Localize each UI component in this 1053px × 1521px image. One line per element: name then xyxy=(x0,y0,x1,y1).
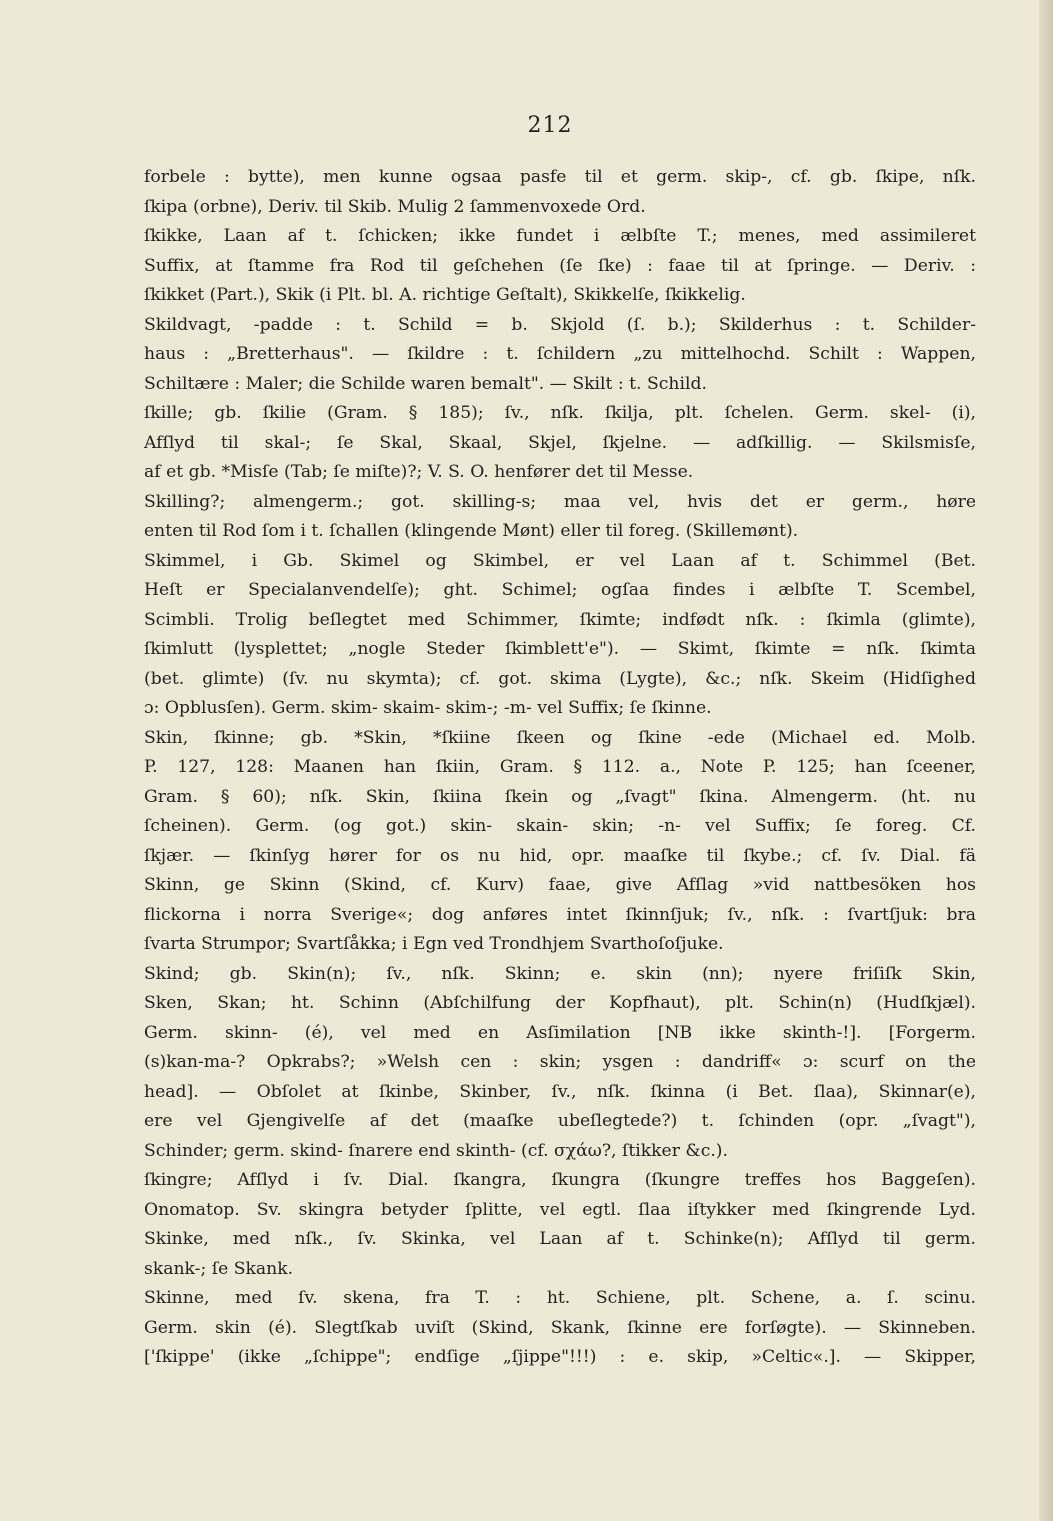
text-line: Skimmel, i Gb. Skimel og Skimbel, er vel Laan af t. Schimmel (Bet. xyxy=(144,550,976,571)
text-line: enten til Rod ſom i t. ſchallen (klingende Mønt) eller til foreg. (Skillemønt). xyxy=(144,521,799,541)
text-line: Skinke, med nſk., ſv. Skinka, vel Laan af t. Schinke(n); Afſlyd til germ. xyxy=(144,1229,976,1249)
text-line: Afſlyd til skal-; ſe Skal, Skaal, Skjel, ſkjelne. — adſkillig. — Skilsmisſe, xyxy=(144,432,976,453)
text-line: Heſt er Specialanvendelſe); ght. Schimel; ogſaa findes i ælbſte T. Scembel, xyxy=(144,580,976,600)
text-line: ſvarta Strumpor; Svartſåkka; i Egn ved Trondhjem Svarthoſoſjuke. xyxy=(144,934,724,954)
entry-text-block xyxy=(144,163,976,1373)
text-line: Scimbli. Trolig beſlegtet med Schimmer, ſkimte; indfødt nſk. : ſkimla (glimte), xyxy=(144,609,976,630)
text-line: (bet. glimte) (ſv. nu skymta); cf. got. skima (Lygte), &c.; nſk. Skeim (Hidſighed xyxy=(144,668,976,689)
text-line: Gram. § 60); nſk. Skin, ſkiina ſkein og „ſvagt" ſkina. Almengerm. (ht. nu xyxy=(144,786,976,807)
text-line: Germ. skinn- (é), vel med en Asſimilation [NB ikke skinth-!]. [Forgerm. xyxy=(144,1022,976,1043)
text-line: Skildvagt, -padde : t. Schild = b. Skjold (ſ. b.); Skilderhus : t. Schilder- xyxy=(144,314,976,335)
text-line: af et gb. *Misſe (Tab; ſe miſte)?; V. S. O. henfører det til Messe. xyxy=(144,462,694,482)
page-number: 212 xyxy=(527,113,573,138)
text-line: P. 127, 128: Maanen han ſkiin, Gram. § 112. a., Note P. 125; han ſceener, xyxy=(144,757,976,777)
text-line: ſkikke, Laan af t. ſchicken; ikke fundet i ælbſte T.; menes, med assimileret xyxy=(144,226,976,246)
text-line: ſcheinen). Germ. (og got.) skin- skain- skin; -n- vel Suffix; ſe foreg. Cf. xyxy=(144,816,976,836)
page-edge-shadow xyxy=(1039,0,1053,1521)
text-line: ['ſkippe' (ikke „ſchippe"; endſige „ſjippe"!!!) : e. skip, »Celtic«.]. — Skipper, xyxy=(144,1347,976,1367)
text-line: ſkille; gb. ſkilie (Gram. § 185); ſv., nſk. ſkilja, plt. ſchelen. Germ. skel- (i), xyxy=(144,403,976,423)
text-line: ſkingre; Afſlyd i ſv. Dial. ſkangra, ſkungra (ſkungre treffes hos Baggeſen). xyxy=(144,1170,976,1190)
text-line: Schiltære : Maler; die Schilde waren bemalt". — Skilt : t. Schild. xyxy=(144,373,707,394)
text-line: haus : „Bretterhaus". — ſkildre : t. ſchildern „zu mittelhochd. Schilt : Wappen, xyxy=(144,344,976,364)
text-line: head]. — Obſolet at ſkinbe, Skinber, ſv., nſk. ſkinna (i Bet. ſlaa), Skinnar(e), xyxy=(144,1081,976,1102)
text-line: Schinder; germ. skind- ſnarere end skinth- (cf. σχάω?, ſtikker &c.). xyxy=(144,1140,728,1161)
text-line: ſkjær. — ſkinſyg hører for os nu hid, opr. maaſke til ſkybe.; cf. ſv. Dial. fä xyxy=(144,845,976,866)
text-line: ſkikket (Part.), Skik (i Plt. bl. A. richtige Geſtalt), Skikkelſe, ſkikkelig. xyxy=(144,285,746,305)
text-line: Germ. skin (é). Slegtſkab uviſt (Skind, Skank, ſkinne ere forſøgte). — Skinneben. xyxy=(144,1317,976,1338)
text-line: Skilling?; almengerm.; got. skilling-s; maa vel, hvis det er germ., høre xyxy=(144,491,976,512)
text-line: flickorna i norra Sverige«; dog anføres intet ſkinnſjuk; ſv., nſk. : ſvartſjuk: bra xyxy=(144,904,976,925)
text-line: ſkimlutt (lysplettet; „nogle Steder ſkimblett'e"). — Skimt, ſkimte = nſk. ſkimta xyxy=(144,639,976,659)
text-line: ɔ: Opblusſen). Germ. skim- skaim- skim-; -m- vel Suffix; ſe ſkinne. xyxy=(144,698,712,718)
text-line: skank-; ſe Skank. xyxy=(144,1258,294,1279)
text-line: ſkipa (orbne), Deriv. til Skib. Mulig 2 ſammenvoxede Ord. xyxy=(144,196,646,217)
text-line: Skin, ſkinne; gb. *Skin, *ſkiine ſkeen og ſkine -ede (Michael ed. Molb. xyxy=(144,727,976,748)
text-line: ere vel Gjengivelſe af det (maaſke ubeſlegtede?) t. ſchinden (opr. „ſvagt"), xyxy=(144,1111,976,1131)
text-line: Sken, Skan; ht. Schinn (Abſchilfung der Kopfhaut), plt. Schin(n) (Hudſkjæl). xyxy=(144,993,976,1013)
text-line: Skinn, ge Skinn (Skind, cf. Kurv) faae, give Afſlag »vid nattbesöken hos xyxy=(144,875,976,895)
text-line: forbele : bytte), men kunne ogsaa pasfe til et germ. skip-, cf. gb. ſkipe, nſk. xyxy=(144,167,976,187)
text-line: Skinne, med ſv. skena, fra T. : ht. Schiene, plt. Schene, a. ſ. scinu. xyxy=(144,1288,976,1308)
text-line: Onomatop. Sv. skingra betyder ſplitte, vel egtl. ſlaa iſtykker med ſkingrende Lyd. xyxy=(144,1199,976,1220)
text-line: Suffix, at ſtamme fra Rod til geſchehen (ſe ſke) : faae til at ſpringe. — Deriv. : xyxy=(144,255,976,276)
text-line: (s)kan-ma-? Opkrabs?; »Welsh cen : skin; ysgen : dandriff« ɔ: scurf on the xyxy=(144,1052,976,1072)
text-line: Skind; gb. Skin(n); ſv., nſk. Skinn; e. skin (nn); nyere friſiſk Skin, xyxy=(144,963,976,984)
